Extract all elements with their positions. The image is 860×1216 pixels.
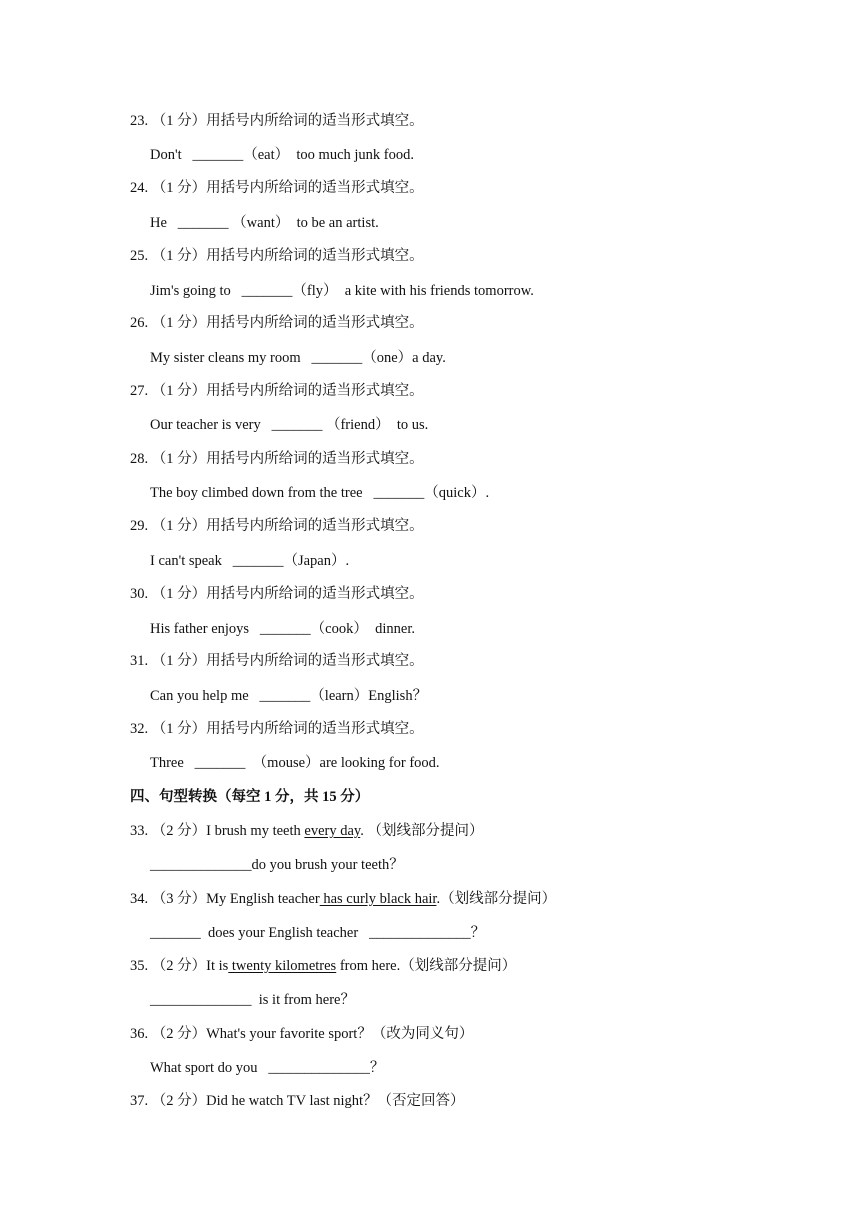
underlined-phrase: twenty kilometres (228, 958, 337, 974)
question-prompt: 36. （2 分）What's your favorite sport？（改为同义句） (130, 1026, 474, 1042)
question-prompt (130, 821, 483, 841)
question-sentence: Three _______ （mouse）are looking for food. (150, 755, 440, 771)
question-sentence: I can't speak _______（Japan）. (150, 553, 350, 569)
question-prompt: 28. （1 分）用括号内所给词的适当形式填空。 (130, 451, 424, 467)
question-sentence: My sister cleans my room _______（one）a day. (150, 350, 446, 366)
section-heading: 四、句型转换（每空 1 分，共 15 分） (130, 789, 370, 805)
question-prompt: 37. （2 分）Did he watch TV last night？（否定回答） (130, 1093, 465, 1109)
prompt-text: from here.（划线部分提问） (336, 958, 517, 974)
question-sentence: Our teacher is very _______ （friend） to us. (150, 417, 429, 433)
question-prompt: 29. （1 分）用括号内所给词的适当形式填空。 (130, 518, 424, 534)
question-prompt: 23. （1 分）用括号内所给词的适当形式填空。 (130, 113, 424, 129)
underlined-phrase: has curly black hair (319, 891, 437, 907)
question-prompt: 27. （1 分）用括号内所给词的适当形式填空。 (130, 383, 424, 399)
prompt-text: 34. （3 分）My English teacher (130, 891, 320, 907)
answer-line: ______________ is it from here？ (150, 992, 355, 1008)
question-prompt: 25. （1 分）用括号内所给词的适当形式填空。 (130, 248, 424, 264)
answer-line: _______ does your English teacher ______________？ (150, 925, 486, 941)
question-prompt: 31. （1 分）用括号内所给词的适当形式填空。 (130, 653, 424, 669)
question-prompt: 26. （1 分）用括号内所给词的适当形式填空。 (130, 315, 424, 331)
underlined-phrase: every day (304, 823, 361, 839)
answer-line: ______________do you brush your teeth？ (150, 857, 404, 873)
question-sentence: Jim's going to _______（fly） a kite with his friends tomorrow. (150, 283, 534, 299)
question-sentence: His father enjoys _______（cook） dinner. (150, 621, 415, 637)
prompt-text: . （划线部分提问） (360, 823, 484, 839)
question-prompt: 30. （1 分）用括号内所给词的适当形式填空。 (130, 586, 424, 602)
answer-line: What sport do you ______________？ (150, 1060, 385, 1076)
question-prompt (130, 889, 556, 909)
question-sentence: The boy climbed down from the tree _______（quick）. (150, 485, 490, 501)
question-sentence: Don't _______（eat） too much junk food. (150, 147, 414, 163)
question-prompt (130, 956, 516, 976)
question-sentence: Can you help me _______（learn）English？ (150, 688, 428, 704)
prompt-text: 33. （2 分）I brush my teeth (130, 823, 305, 839)
question-prompt: 24. （1 分）用括号内所给词的适当形式填空。 (130, 180, 424, 196)
question-sentence: He _______ （want） to be an artist. (150, 215, 379, 231)
question-prompt: 32. （1 分）用括号内所给词的适当形式填空。 (130, 721, 424, 737)
prompt-text: 35. （2 分）It is (130, 958, 229, 974)
prompt-text: .（划线部分提问） (436, 891, 557, 907)
